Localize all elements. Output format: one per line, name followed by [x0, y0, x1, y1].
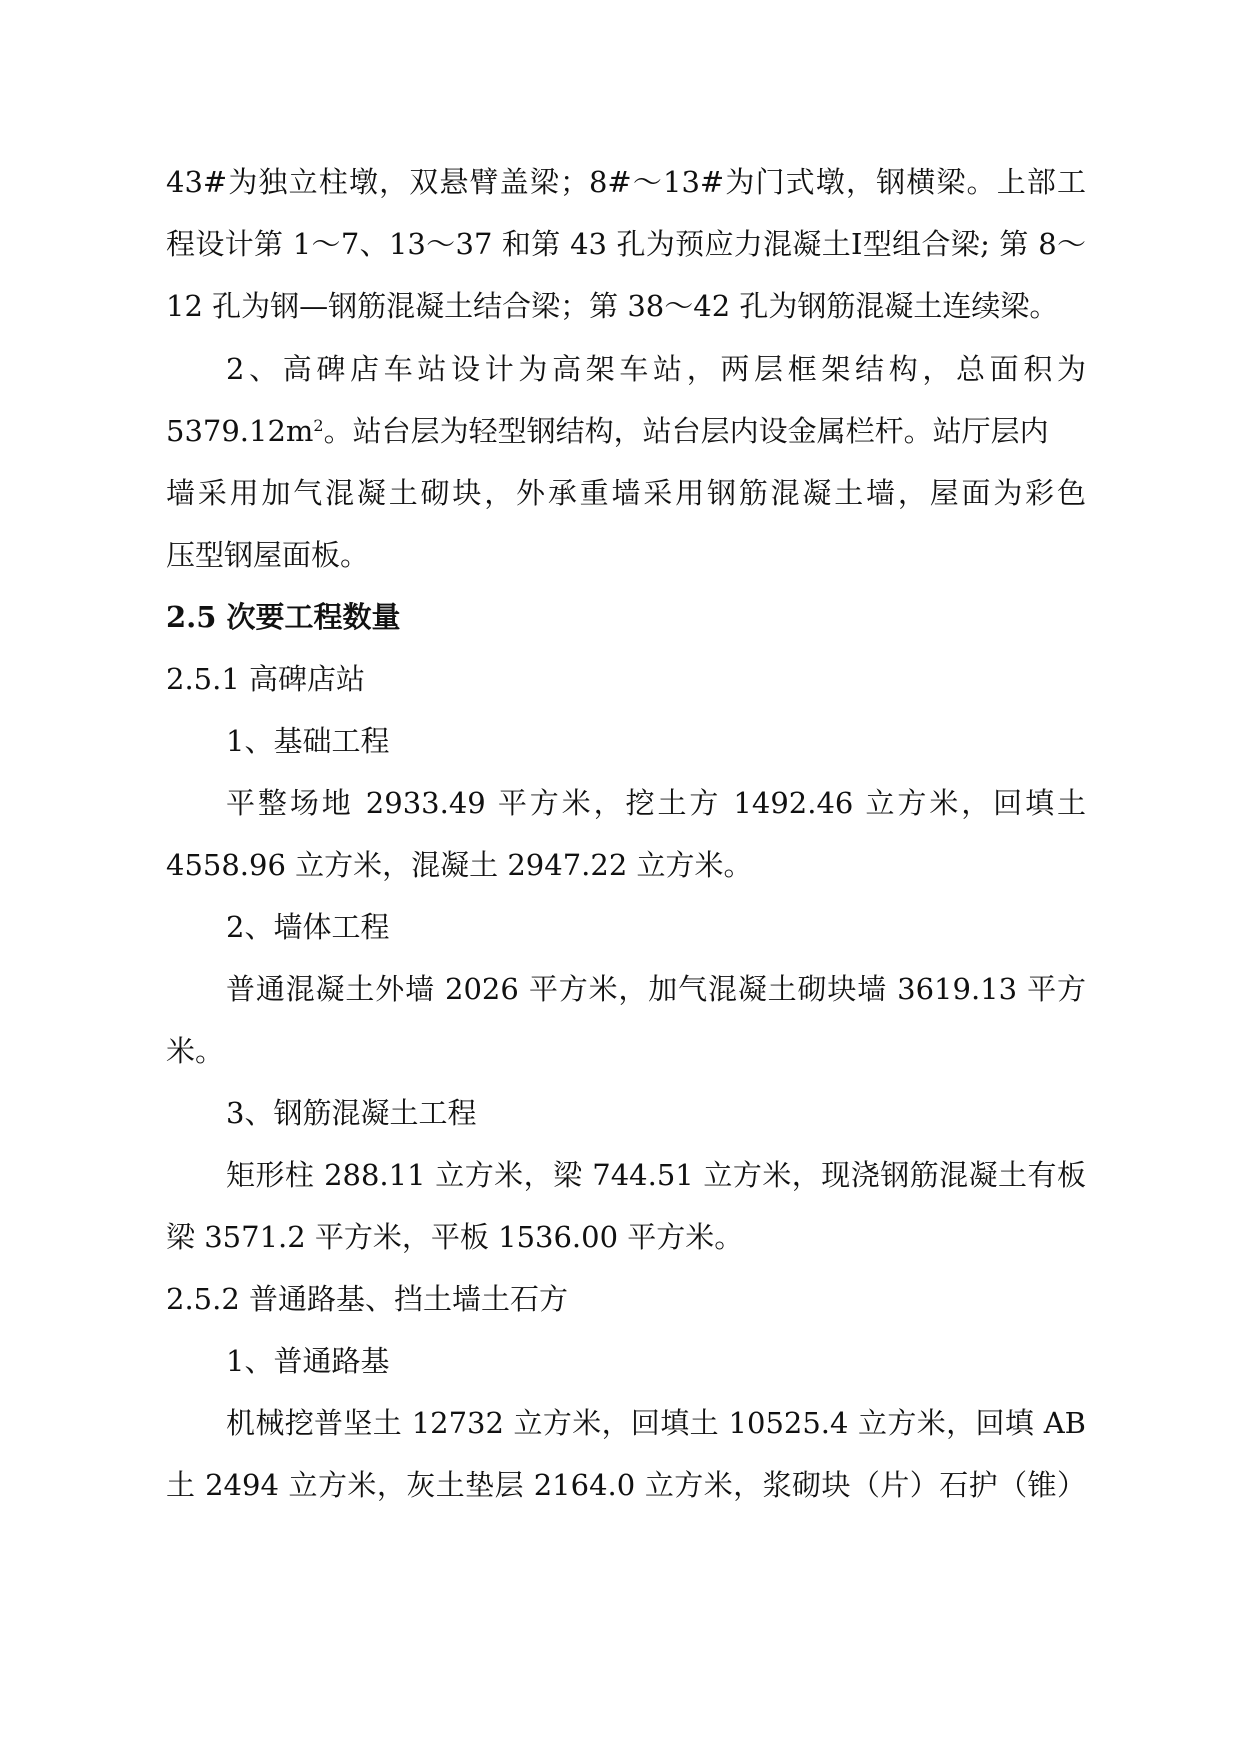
paragraph-line: 2、高碑店车站设计为高架车站，两层框架结构，总面积为 [226, 352, 1086, 386]
paragraph-line: 普通混凝土外墙 2026 平方米，加气混凝土砌块墙 3619.13 平方 [226, 972, 1086, 1006]
item-heading: 2、墙体工程 [226, 910, 390, 944]
superscript: 2 [313, 416, 324, 435]
paragraph-line: 程设计第 1～7、13～37 和第 43 孔为预应力混凝土Ⅰ型组合梁; 第 8～ [166, 227, 1086, 261]
paragraph-line: 4558.96 立方米，混凝土 2947.22 立方米。 [166, 848, 753, 882]
item-heading: 1、基础工程 [226, 724, 390, 758]
paragraph-line: 土 2494 立方米，灰土垫层 2164.0 立方米，浆砌块（片）石护（锥） [166, 1468, 1086, 1502]
item-heading: 3、钢筋混凝土工程 [226, 1096, 477, 1130]
paragraph-line: 墙采用加气混凝土砌块，外承重墙采用钢筋混凝土墙，屋面为彩色 [166, 476, 1086, 510]
paragraph-line: 平整场地 2933.49 平方米，挖土方 1492.46 立方米，回填土 [226, 786, 1086, 820]
subsection-heading: 2.5.1 高碑店站 [166, 662, 366, 696]
paragraph-line: 机械挖普坚土 12732 立方米，回填土 10525.4 立方米，回填 AB [226, 1406, 1086, 1440]
paragraph-line: 43#为独立柱墩，双悬臂盖梁；8#～13#为门式墩，钢横梁。上部工 [166, 165, 1086, 199]
section-heading: 2.5 次要工程数量 [166, 600, 401, 634]
paragraph-line [166, 411, 1086, 451]
subsection-heading: 2.5.2 普通路基、挡土墙土石方 [166, 1282, 569, 1316]
paragraph-line: 压型钢屋面板。 [166, 538, 370, 572]
area-value: 5379.12m [166, 414, 314, 448]
paragraph-line: 米。 [166, 1034, 225, 1068]
item-heading: 1、普通路基 [226, 1344, 390, 1378]
paragraph-text: 。站台层为轻型钢结构，站台层内设金属栏杆。站厅层内 [323, 414, 1049, 448]
paragraph-line: 梁 3571.2 平方米，平板 1536.00 平方米。 [166, 1220, 744, 1254]
paragraph-line: 12 孔为钢—钢筋混凝土结合梁；第 38～42 孔为钢筋混凝土连续梁。 [166, 289, 1059, 323]
paragraph-line: 矩形柱 288.11 立方米，梁 744.51 立方米，现浇钢筋混凝土有板 [226, 1158, 1086, 1192]
